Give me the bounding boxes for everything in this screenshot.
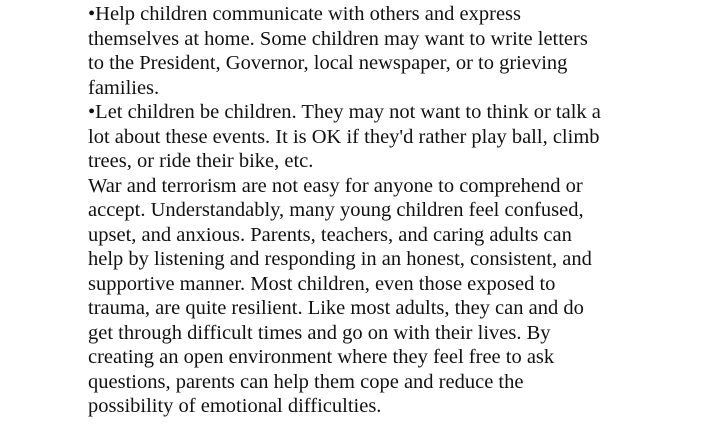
text-line: themselves at home. Some children may want to write letters: [88, 27, 588, 50]
text-line: trees, or ride their bike, etc.: [88, 150, 314, 172]
text-line: questions, parents can help them cope and reduce the: [88, 370, 524, 393]
text-line: lot about these events. It is OK if they'd rather play ball, climb: [88, 125, 600, 148]
text-line: supportive manner. Most children, even those exposed to: [88, 272, 556, 295]
text-line: to the President, Governor, local newspaper, or to grieving: [88, 52, 568, 74]
text-line: creating an open environment where they feel free to ask: [88, 346, 555, 368]
text-line: accept. Understandably, many young children feel confused,: [88, 199, 584, 221]
text-line: upset, and anxious. Parents, teachers, and caring adults can: [88, 223, 572, 246]
text-line: •Let children be children. They may not want to think or talk a: [88, 101, 601, 123]
text-line: get through difficult times and go on with their lives. By: [88, 321, 551, 344]
text-line: families.: [88, 76, 160, 99]
text-line: •Help children communicate with others and express: [88, 3, 521, 25]
text-line: War and terrorism are not easy for anyone to comprehend or: [88, 174, 583, 197]
text-line: trauma, are quite resilient. Like most adults, they can and do: [88, 297, 584, 319]
bullet-communicate: [88, 2, 680, 100]
closing-paragraph: [88, 174, 680, 419]
bullet-let-children-be-children: [88, 100, 680, 174]
text-line: possibility of emotional difficulties.: [88, 395, 382, 417]
text-line: help by listening and responding in an honest, consistent, and: [88, 248, 592, 270]
